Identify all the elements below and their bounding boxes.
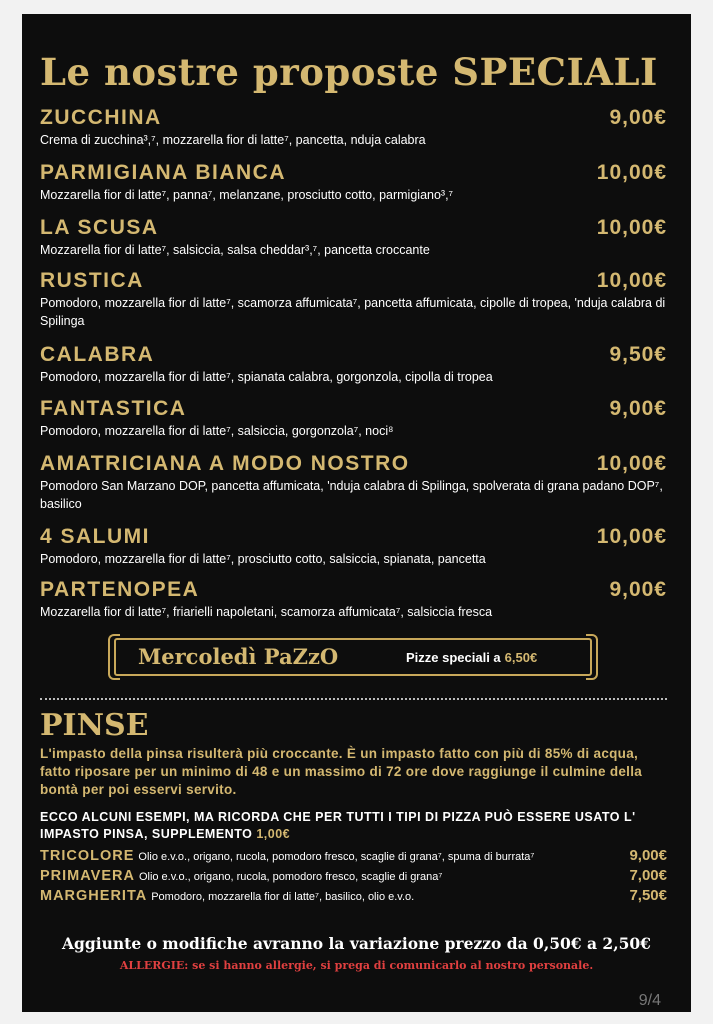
pinsa-desc: Olio e.v.o., origano, rucola, pomodoro fresco, scaglie di grana⁷ [138, 871, 443, 883]
pizza-name: FANTASTICA [40, 397, 187, 420]
pizza-desc: Pomodoro, mozzarella fior di latte⁷, scamorza affumicata⁷, pancetta affumicata, cipolle di tropea, 'nduja calabra di Spilinga [40, 296, 666, 328]
pinsa-price: 9,00€ [629, 847, 667, 864]
section-divider [40, 698, 667, 700]
pinsa-price: 7,00€ [629, 867, 667, 884]
pizza-desc: Pomodoro San Marzano DOP, pancetta affumicata, 'nduja calabra di Spilinga, spolverata di grana padano DOP⁷, basilico [40, 479, 663, 511]
pizza-name: CALABRA [40, 343, 155, 366]
pizza-item [40, 161, 667, 204]
mercoledi-pazzo-banner [114, 638, 592, 676]
pizza-item [40, 216, 667, 259]
banner-sub-text: Pizze speciali a [406, 650, 501, 665]
pizza-price: 9,00€ [609, 106, 667, 129]
pinsa-desc: Pomodoro, mozzarella fior di latte⁷, basilico, olio e.v.o. [151, 891, 415, 903]
pinsa-name: MARGHERITA [40, 888, 148, 904]
pinse-note-text: ECCO ALCUNI ESEMPI, MA RICORDA CHE PER TUTTI I TIPI DI PIZZA PUÒ ESSERE USATO L' IMPASTO PINSA, SUPPLEMENTO [40, 810, 636, 841]
page-title: Le nostre proposte SPECIALI [40, 50, 658, 94]
pizza-item [40, 269, 667, 330]
banner-title: Mercoledì PaZzO [138, 644, 339, 669]
pinsa-desc: Olio e.v.o., origano, rucola, pomodoro fresco, scaglie di grana⁷, spuma di burrata⁷ [138, 851, 535, 863]
pinse-note [40, 809, 669, 843]
pizza-item [40, 343, 667, 386]
pizza-price: 10,00€ [596, 269, 667, 292]
pizza-desc: Mozzarella fior di latte⁷, panna⁷, melanzane, prosciutto cotto, parmigiano³,⁷ [40, 188, 454, 202]
pizza-name: LA SCUSA [40, 216, 159, 239]
pinse-description: L'impasto della pinsa risulterà più croccante. È un impasto fatto con più di 85% di acqua, fatto riposare per un minimo di 48 e un massimo di 72 ore dove raggiunge il culmine della bontà per poi esservi servito. [40, 746, 643, 797]
pizza-desc: Pomodoro, mozzarella fior di latte⁷, salsiccia, gorgonzola⁷, noci⁸ [40, 424, 394, 438]
pinsa-item [40, 847, 667, 867]
pizza-item [40, 106, 667, 149]
pizza-desc: Pomodoro, mozzarella fior di latte⁷, spianata calabra, gorgonzola, cipolla di tropea [40, 370, 493, 384]
pizza-desc: Mozzarella fior di latte⁷, salsiccia, salsa cheddar³,⁷, pancetta croccante [40, 243, 430, 257]
pinsa-name: PRIMAVERA [40, 868, 135, 884]
pizza-name: 4 SALUMI [40, 525, 151, 548]
pinsa-price: 7,50€ [629, 887, 667, 904]
pizza-desc: Crema di zucchina³,⁷, mozzarella fior di latte⁷, pancetta, nduja calabra [40, 133, 426, 147]
modifications-note: Aggiunte o modifiche avranno la variazione prezzo da 0,50€ a 2,50€ [62, 934, 651, 953]
pizza-name: PARMIGIANA BIANCA [40, 161, 286, 184]
pizza-name: AMATRICIANA A MODO NOSTRO [40, 452, 410, 475]
pinse-title: PINSE [40, 708, 149, 743]
pinsa-item [40, 867, 667, 887]
pinsa-item [40, 887, 667, 907]
pizza-price: 9,50€ [609, 343, 667, 366]
pizza-price: 10,00€ [596, 161, 667, 184]
pizza-price: 9,00€ [609, 578, 667, 601]
pizza-item [40, 397, 667, 440]
pizza-name: RUSTICA [40, 269, 144, 292]
allergy-note: ALLERGIE: se si hanno allergie, si prega di comunicarlo al nostro personale. [119, 959, 594, 972]
page-number: 9/4 [638, 992, 661, 1009]
banner-price: 6,50€ [504, 650, 538, 665]
pizza-desc: Mozzarella fior di latte⁷, friarielli napoletani, scamorza affumicata⁷, salsiccia fresca [40, 605, 493, 619]
pizza-price: 10,00€ [596, 216, 667, 239]
menu-page [22, 14, 691, 1012]
banner-subtitle [406, 650, 537, 665]
pizza-item [40, 452, 667, 513]
pizza-price: 10,00€ [596, 525, 667, 548]
pinse-supplement-price: 1,00€ [256, 827, 291, 841]
pizza-name: PARTENOPEA [40, 578, 200, 601]
pizza-price: 9,00€ [609, 397, 667, 420]
pizza-price: 10,00€ [596, 452, 667, 475]
pizza-name: ZUCCHINA [40, 106, 162, 129]
pizza-item [40, 525, 667, 568]
pizza-desc: Pomodoro, mozzarella fior di latte⁷, prosciutto cotto, salsiccia, spianata, pancetta [40, 552, 486, 566]
pinsa-name: TRICOLORE [40, 848, 135, 864]
pizza-item [40, 578, 667, 621]
